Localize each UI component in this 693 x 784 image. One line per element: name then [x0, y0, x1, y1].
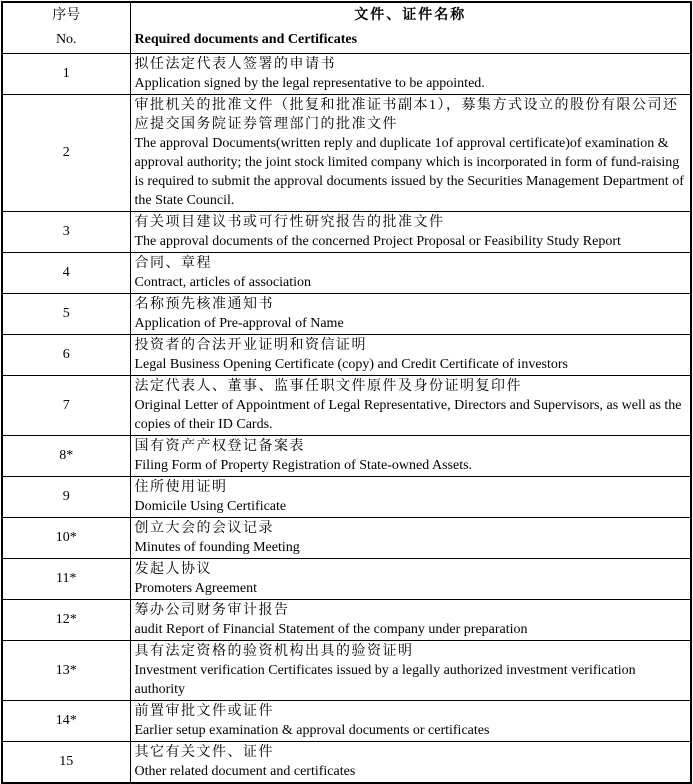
document-name-cn: 拟任法定代表人签署的申请书 — [134, 57, 336, 72]
document-name-en: Earlier setup examination & approval documents or certificates — [134, 723, 490, 738]
required-documents-table — [1, 1, 692, 784]
row-document-cell — [130, 742, 691, 784]
document-name-en: Minutes of founding Meeting — [134, 540, 300, 555]
header-row — [2, 2, 691, 54]
row-document-cell — [130, 641, 691, 701]
document-name-cn: 国有资产产权登记备案表 — [134, 439, 305, 454]
document-name-en: audit Report of Financial Statement of the company under preparation — [134, 622, 528, 637]
document-name-cn: 创立大会的会议记录 — [134, 521, 274, 536]
table-row — [2, 641, 691, 701]
row-number: 10* — [2, 518, 130, 559]
table-row — [2, 742, 691, 784]
document-name-en: Filing Form of Property Registration of State-owned Assets. — [134, 458, 473, 473]
table-body — [2, 54, 691, 784]
document-name-en: Domicile Using Certificate — [134, 499, 287, 514]
header-title-cell — [130, 2, 691, 54]
document-name-cn: 其它有关文件、证件 — [134, 745, 274, 760]
document-name-en: Original Letter of Appointment of Legal Representative, Directors and Supervisors, as well as the copies of their ID Cards. — [134, 398, 682, 432]
row-document-cell — [130, 600, 691, 641]
document-name-en: The approval documents of the concerned Project Proposal or Feasibility Study Report — [134, 234, 621, 249]
document-name-en: Investment verification Certificates issued by a legally authorized investment verification authority — [134, 663, 636, 697]
row-number: 2 — [2, 95, 130, 212]
document-name-en: Application of Pre-approval of Name — [134, 316, 344, 331]
header-no-cell — [2, 2, 130, 54]
row-document-cell — [130, 559, 691, 600]
document-name-en: Contract, articles of association — [134, 275, 311, 290]
table-row — [2, 477, 691, 518]
row-number: 4 — [2, 253, 130, 294]
row-number: 1 — [2, 54, 130, 95]
row-document-cell — [130, 54, 691, 95]
table-row — [2, 701, 691, 742]
document-name-cn: 筹办公司财务审计报告 — [134, 603, 290, 618]
row-document-cell — [130, 477, 691, 518]
header-no-label-cn: 序号 — [52, 8, 81, 23]
document-name-en: Application signed by the legal representative to be appointed. — [134, 76, 485, 91]
table-row — [2, 95, 691, 212]
document-name-en: Promoters Agreement — [134, 581, 257, 596]
row-number: 7 — [2, 376, 130, 436]
document-name-cn: 投资者的合法开业证明和资信证明 — [134, 338, 367, 353]
document-name-cn: 前置审批文件或证件 — [134, 704, 274, 719]
document-name-cn: 具有法定资格的验资机构出具的验资证明 — [134, 644, 414, 659]
row-document-cell — [130, 95, 691, 212]
row-number: 6 — [2, 335, 130, 376]
row-number: 5 — [2, 294, 130, 335]
document-name-cn: 发起人协议 — [134, 562, 212, 577]
row-number: 12* — [2, 600, 130, 641]
document-name-cn: 住所使用证明 — [134, 480, 228, 495]
row-document-cell — [130, 294, 691, 335]
table-row — [2, 335, 691, 376]
document-name-cn: 有关项目建议书或可行性研究报告的批准文件 — [134, 215, 445, 230]
row-document-cell — [130, 376, 691, 436]
document-name-en: The approval Documents(written reply and duplicate 1of approval certificate)of examination & approval authority; the joint stock limited company which is incorporated in form of fund-raising is required to submit the approval documents issued by the Securities Management Department of the State Council. — [134, 136, 684, 208]
table-row — [2, 376, 691, 436]
document-name-cn: 审批机关的批准文件（批复和批准证书副本1），募集方式设立的股份有限公司还应提交国务院证券管理部门的批准文件 — [134, 98, 679, 132]
row-document-cell — [130, 253, 691, 294]
document-name-en: Legal Business Opening Certificate (copy) and Credit Certificate of investors — [134, 357, 568, 372]
table-row — [2, 518, 691, 559]
row-document-cell — [130, 518, 691, 559]
header-title-en: Required documents and Certificates — [134, 32, 358, 47]
table-row — [2, 559, 691, 600]
document-name-cn: 名称预先核准通知书 — [134, 297, 274, 312]
table-row — [2, 253, 691, 294]
table-row — [2, 294, 691, 335]
document-name-en: Other related document and certificates — [134, 764, 356, 779]
header-no-label-en: No. — [55, 32, 77, 47]
row-number: 14* — [2, 701, 130, 742]
row-document-cell — [130, 335, 691, 376]
table-row — [2, 54, 691, 95]
table-row — [2, 212, 691, 253]
row-number: 15 — [2, 742, 130, 784]
row-number: 3 — [2, 212, 130, 253]
row-document-cell — [130, 436, 691, 477]
table-row — [2, 436, 691, 477]
row-document-cell — [130, 701, 691, 742]
table-row — [2, 600, 691, 641]
row-document-cell — [130, 212, 691, 253]
document-name-cn: 合同、章程 — [134, 256, 212, 271]
document-name-cn: 法定代表人、董事、监事任职文件原件及身份证明复印件 — [134, 379, 522, 394]
row-number: 8* — [2, 436, 130, 477]
row-number: 9 — [2, 477, 130, 518]
row-number: 13* — [2, 641, 130, 701]
header-title-cn: 文件、证件名称 — [354, 8, 467, 23]
row-number: 11* — [2, 559, 130, 600]
